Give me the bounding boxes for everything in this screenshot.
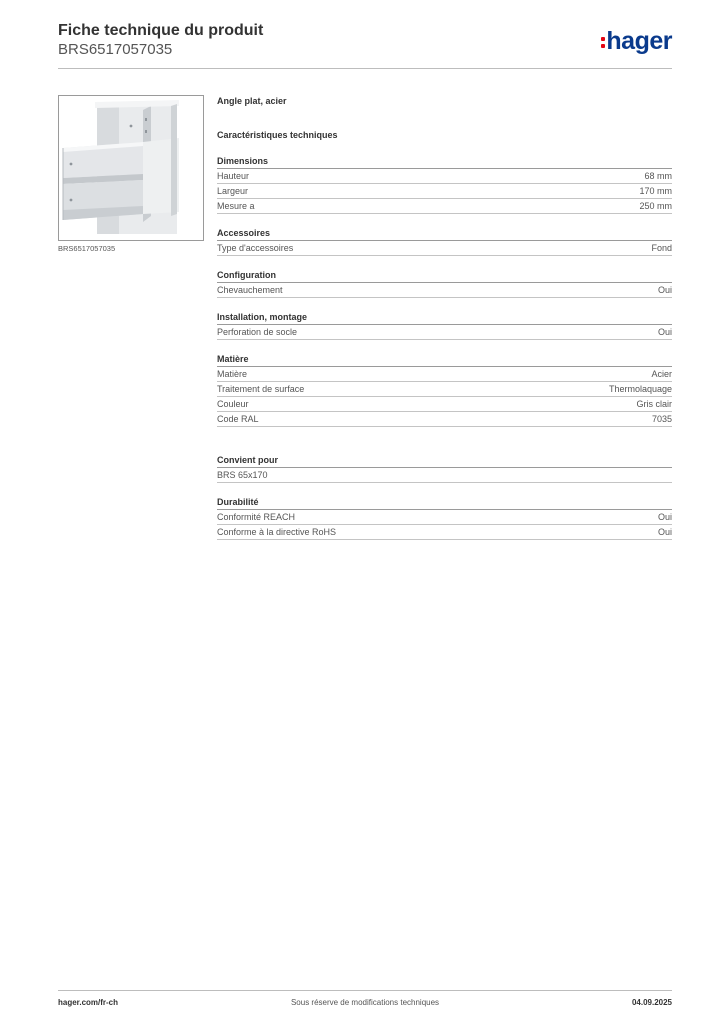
section-installation (217, 311, 672, 340)
section-durabilite (217, 496, 672, 540)
spec-label: Chevauchement (217, 285, 283, 295)
flat-angle-illustration (59, 96, 203, 240)
logo-text: hager (606, 27, 672, 55)
spec-value: Oui (657, 527, 672, 537)
logo-dots-icon (601, 34, 605, 51)
spec-label: Type d'accessoires (217, 243, 294, 253)
header-divider (58, 68, 672, 69)
spec-row (217, 525, 672, 540)
spec-label: Hauteur (217, 171, 250, 181)
spec-row (217, 325, 672, 340)
spec-label: Traitement de surface (217, 384, 305, 394)
spec-row (217, 412, 672, 427)
tech-heading: Caractéristiques techniques (217, 130, 338, 140)
spec-label: Mesure a (217, 201, 255, 211)
spec-row (217, 397, 672, 412)
product-reference: BRS6517057035 (58, 41, 173, 58)
spec-value: 68 mm (644, 171, 672, 181)
hager-logo (601, 28, 672, 54)
product-image (58, 95, 204, 241)
section-title: Configuration (217, 269, 672, 283)
spec-row (217, 468, 672, 483)
section-matiere (217, 353, 672, 427)
spec-row (217, 382, 672, 397)
spec-row (217, 199, 672, 214)
spec-label: Code RAL (217, 414, 259, 424)
section-configuration (217, 269, 672, 298)
image-caption: BRS6517057035 (58, 244, 116, 253)
spec-label: Couleur (217, 399, 249, 409)
section-title: Installation, montage (217, 311, 672, 325)
spec-label: Conforme à la directive RoHS (217, 527, 337, 537)
product-name: Angle plat, acier (217, 96, 287, 106)
spec-row (217, 510, 672, 525)
spec-row (217, 169, 672, 184)
section-title: Dimensions (217, 155, 672, 169)
spec-value: Oui (657, 512, 672, 522)
page-title: Fiche technique du produit (58, 22, 264, 39)
spec-value: Oui (657, 285, 672, 295)
section-title: Accessoires (217, 227, 672, 241)
spec-value: 7035 (651, 414, 672, 424)
section-dimensions (217, 155, 672, 214)
spec-row (217, 184, 672, 199)
specifications (217, 96, 672, 540)
section-convient (217, 454, 672, 483)
page-header (58, 22, 672, 59)
spec-label: Largeur (217, 186, 249, 196)
spec-label: BRS 65x170 (217, 470, 268, 480)
spec-value: Thermolaquage (608, 384, 672, 394)
spec-value: Gris clair (636, 399, 672, 409)
footer-date: 04.09.2025 (631, 998, 672, 1007)
spec-value: 250 mm (639, 201, 672, 211)
section-title: Durabilité (217, 496, 672, 510)
footer-divider (58, 990, 672, 991)
spec-value: Acier (651, 369, 672, 379)
spec-value: Oui (657, 327, 672, 337)
spec-label: Matière (217, 369, 248, 379)
spec-value: Fond (651, 243, 672, 253)
footer-website-link[interactable]: hager.com/fr-ch (58, 998, 119, 1007)
spec-row (217, 283, 672, 298)
spec-label: Perforation de socle (217, 327, 298, 337)
spec-value: 170 mm (639, 186, 672, 196)
section-title: Convient pour (217, 454, 672, 468)
spec-row (217, 367, 672, 382)
spec-row (217, 241, 672, 256)
section-accessoires (217, 227, 672, 256)
section-title: Matière (217, 353, 672, 367)
footer-disclaimer: Sous réserve de modifications techniques (290, 998, 440, 1007)
spec-label: Conformité REACH (217, 512, 296, 522)
